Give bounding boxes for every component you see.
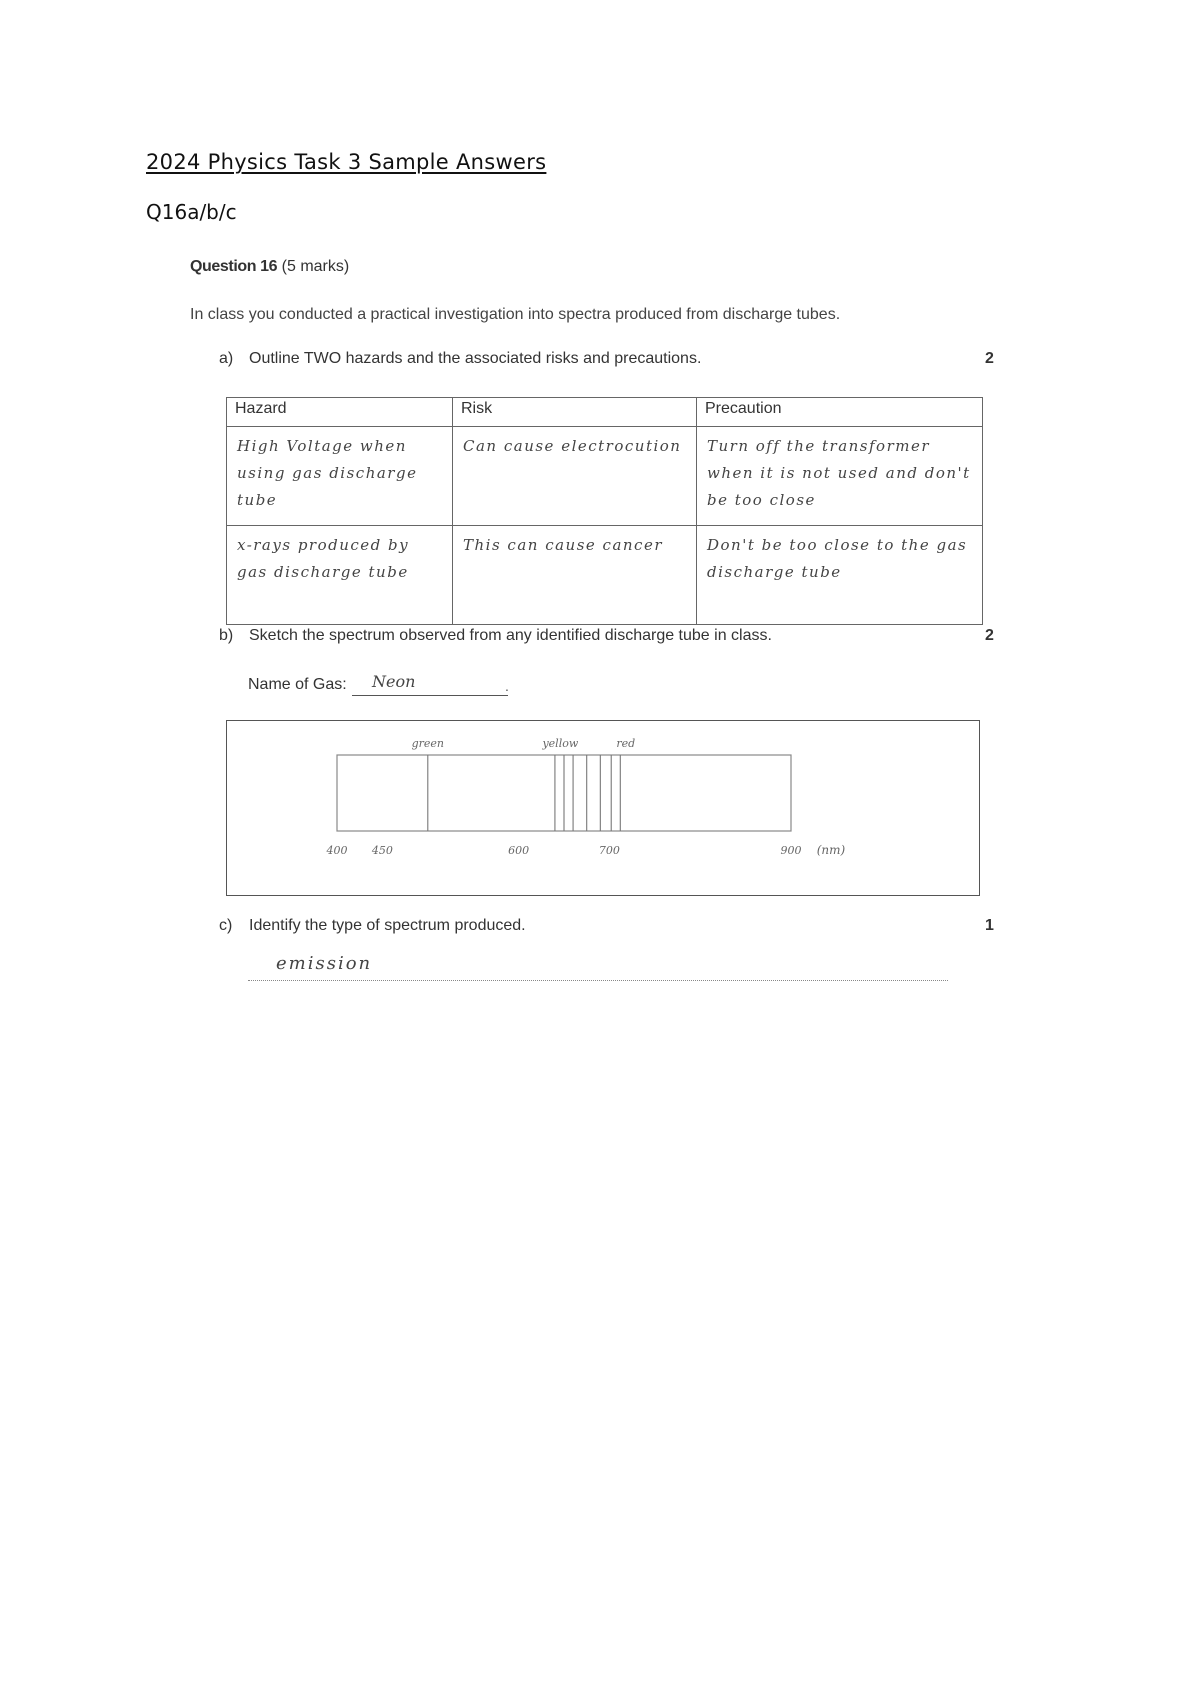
spectrum-sketch	[227, 721, 979, 895]
gas-name-end: .	[505, 678, 509, 694]
tick-label: 600	[508, 844, 530, 857]
document-subtitle: Q16a/b/c	[146, 200, 237, 224]
color-label: yellow	[542, 737, 579, 750]
tick-label: 900	[780, 844, 802, 857]
question-number: Question 16	[190, 258, 278, 275]
part-a-label: a)	[219, 350, 234, 367]
unit-label: (nm)	[816, 843, 846, 857]
question-heading	[190, 258, 349, 276]
answer-line	[248, 980, 948, 981]
part-c-text: Identify the type of spectrum produced.	[249, 917, 526, 934]
part-c-label: c)	[219, 917, 233, 934]
table-row	[227, 526, 983, 625]
gas-name-value: Neon	[372, 672, 416, 691]
tick-label: 400	[326, 844, 348, 857]
part-b-text: Sketch the spectrum observed from any identified discharge tube in class.	[249, 627, 772, 644]
part-b-marks: 2	[985, 627, 994, 644]
precaution-cell: Don't be too close to the gas discharge tube	[697, 526, 983, 625]
part-a-marks: 2	[985, 350, 994, 367]
color-label: green	[411, 737, 445, 750]
question-intro: In class you conducted a practical investigation into spectra produced from discharge tubes.	[190, 306, 841, 323]
part-b-label: b)	[219, 627, 234, 644]
gas-name-line	[352, 695, 508, 696]
hazard-table-header	[227, 398, 983, 427]
table-row	[227, 427, 983, 526]
document-title: 2024 Physics Task 3 Sample Answers	[146, 150, 547, 174]
risk-cell: This can cause cancer	[453, 526, 697, 625]
header-precaution: Precaution	[697, 398, 983, 427]
gas-name-label: Name of Gas:	[248, 676, 347, 693]
hazard-cell: x-rays produced by gas discharge tube	[227, 526, 453, 625]
hazard-table	[226, 397, 983, 625]
spectrum-sketch-box	[226, 720, 980, 896]
hazard-cell: High Voltage when using gas discharge tube	[227, 427, 453, 526]
precaution-cell: Turn off the transformer when it is not used and don't be too close	[697, 427, 983, 526]
spectrum-type-answer: emission	[276, 953, 373, 974]
tick-label: 700	[598, 844, 620, 857]
risk-cell: Can cause electrocution	[453, 427, 697, 526]
question-marks: (5 marks)	[281, 258, 350, 275]
tick-label: 450	[371, 844, 393, 857]
header-hazard: Hazard	[227, 398, 453, 427]
color-label: red	[616, 737, 636, 750]
part-c-marks: 1	[985, 917, 994, 934]
part-a-text: Outline TWO hazards and the associated risks and precautions.	[249, 350, 702, 367]
header-risk: Risk	[453, 398, 697, 427]
